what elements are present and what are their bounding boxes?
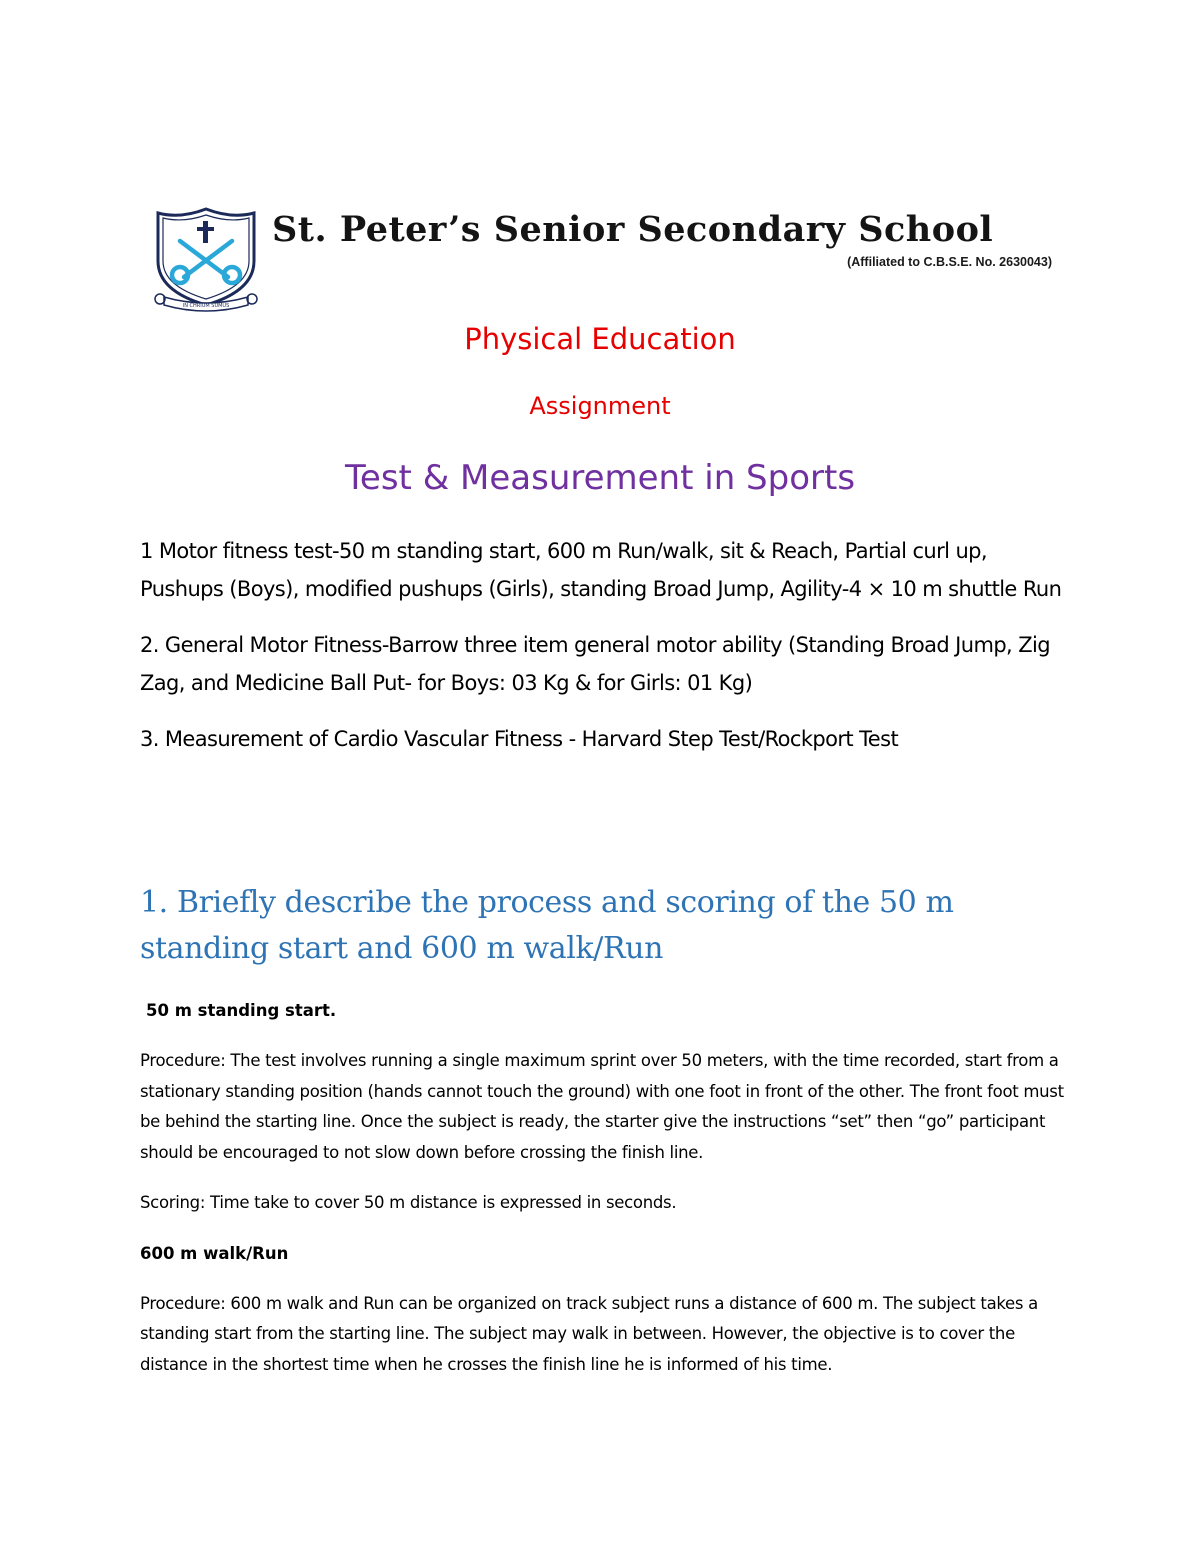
scoring-50m: Scoring: Time take to cover 50 m distance is expressed in seconds. bbox=[140, 1193, 677, 1212]
svg-text:IN CHRIUM SUMUS: IN CHRIUM SUMUS bbox=[182, 303, 230, 309]
school-crest-logo bbox=[150, 205, 262, 313]
affiliation-note: (Affiliated to C.B.S.E. No. 2630043) bbox=[847, 255, 1052, 269]
syllabus-list bbox=[140, 532, 1070, 776]
section-title-600m: 600 m walk/Run bbox=[140, 1243, 289, 1263]
syllabus-item: 2. General Motor Fitness-Barrow three item general motor ability (Standing Broad Jump, Zig Zag, and Medicine Ball Put- for Boys: 03 Kg & for Girls: 01 Kg) bbox=[140, 633, 1050, 695]
procedure-600m: Procedure: 600 m walk and Run can be organized on track subject runs a distance of 600 m. The subject takes a standing start from the starting line. The subject may walk in between. However, the objective is to cover the distance in the shortest time when he crosses the finish line he is informed of his time. bbox=[140, 1293, 1038, 1374]
school-name: St. Peter’s Senior Secondary School bbox=[272, 209, 994, 250]
section-title-50m: 50 m standing start. bbox=[146, 1001, 337, 1020]
school-header bbox=[150, 205, 1060, 315]
procedure-50m: Procedure: The test involves running a single maximum sprint over 50 meters, with the time recorded, start from a stationary standing position (hands cannot touch the ground) with one foot in front of the other. The front foot must be behind the starting line. Once the subject is ready, the starter give the instructions “set” then “go” participant should be encouraged to not slow down before crossing the finish line. bbox=[140, 1051, 1064, 1162]
document-title: Test & Measurement in Sports bbox=[344, 458, 856, 498]
assignment-heading: Assignment bbox=[529, 392, 671, 420]
syllabus-item: 3. Measurement of Cardio Vascular Fitness - Harvard Step Test/Rockport Test bbox=[140, 727, 899, 751]
subject-heading: Physical Education bbox=[464, 322, 736, 356]
syllabus-item: 1 Motor fitness test-50 m standing start, 600 m Run/walk, sit & Reach, Partial curl up, Pushups (Boys), modified pushups (Girls), standing Broad Jump, Agility-4 × 10 m shuttle Run bbox=[140, 539, 1062, 601]
answer-body bbox=[140, 996, 1070, 1400]
question-heading: 1. Briefly describe the process and scoring of the 50 m standing start and 600 m walk/Run bbox=[140, 885, 954, 966]
